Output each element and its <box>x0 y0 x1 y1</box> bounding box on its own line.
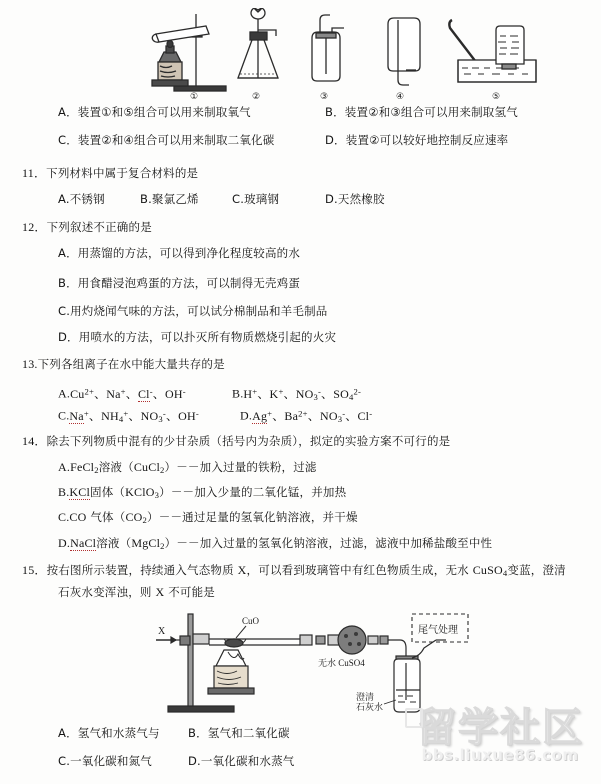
q12-option-d: D．用喷水的方法，可以扑灭所有物质燃烧引起的火灾 <box>58 330 337 344</box>
apparatus-3-wash-bottle <box>312 15 344 81</box>
q12-option-c: C.用灼烧闻气味的方法，可以试分棉制品和羊毛制品 <box>58 304 328 318</box>
q13-option-c-ions: Na+、$NH_4^+$、$NO_3^-$、OH- <box>69 408 199 424</box>
q12-number: 12． <box>22 220 47 234</box>
q15-option-b: B．氢气和二氧化碳 <box>188 726 290 740</box>
q14-stem-text: 除去下列物质中混有的少甘杂质（括号内为杂质），拟定的实验方案不可行的是 <box>46 434 451 448</box>
q15-stem-line1: 15．按右图所示装置，持续通入气态物质 X，可以看到玻璃管中有红色物质生成，无水 CuSO$_4$变蓝，澄清 <box>22 563 566 579</box>
q13-option-d-label: D. <box>240 408 253 423</box>
q12-option-a: A．用蒸馏的方法，可以得到净化程度较高的水 <box>58 246 301 260</box>
q13-number: 13. <box>22 357 38 371</box>
q15-option-a: A．氢气和水蒸气与 <box>58 726 160 740</box>
q13-stem <box>22 357 225 371</box>
q14-option-c: C.CO 气体$(CO_2)--$通过足量的氢氧化钠溶液，并干燥 <box>58 510 358 526</box>
apparatus-caption-1: ① <box>190 92 199 100</box>
q14-option-d: D.NaCl溶液（MgCl$_2$）－－加入过量的氢氧化钠溶液，过滤，滤液中加稀盐酸至中性 <box>58 536 493 552</box>
q10-option-c: C．装置②和④组合可以用来制取二氧化碳 <box>58 133 275 147</box>
q13-option-b-ions: H+、K+、$NO_3^-$、$SO_4^{2-}$ <box>243 386 362 402</box>
apparatus-5-water-trough <box>449 20 536 82</box>
q11-option-d: D.天然橡胶 <box>325 192 385 206</box>
apparatus-caption-3: ③ <box>320 92 329 100</box>
q15-stem-line2: 石灰水变浑浊，则 X 不可能是 <box>58 585 215 599</box>
q10-option-a: A．装置①和⑤组合可以用来制取氧气 <box>58 105 251 119</box>
q12-stem-text: 下列叙述不正确的是 <box>46 220 152 234</box>
apparatus-1-test-tube-stand <box>152 14 226 91</box>
q11-stem <box>22 166 198 180</box>
q13-option-a-ions: $Cu^{2+}$、Na+、Cl-、OH- <box>70 386 186 401</box>
figure-label-exhaust: 尾气处理 <box>418 625 458 636</box>
q14-option-b: B.KCl固体（KClO$_3$）－－加入少量的二氧化锰，并加热 <box>58 485 347 501</box>
q13-option-b-label: B. <box>232 386 244 401</box>
q11-option-c: C.玻璃钢 <box>232 192 280 206</box>
q10-option-d: D．装置②可以较好地控制反应速率 <box>325 133 509 147</box>
apparatus-caption-2: ② <box>252 92 261 100</box>
q12-stem <box>22 220 152 234</box>
experiment-figure-bottom <box>150 600 470 718</box>
q15-number: 15． <box>22 563 47 577</box>
apparatus-caption-5: ⑤ <box>492 92 501 100</box>
q13-option-d <box>240 406 372 426</box>
watermark-site-url: bbs.liuxue86.com <box>421 746 579 764</box>
figure-label-drying-agent: 无水 CuSO4 <box>318 658 365 668</box>
q14-stem <box>22 434 450 448</box>
q13-option-b <box>232 384 361 404</box>
q13-stem-text: 下列各组离子在水中能大量共存的是 <box>37 357 225 371</box>
q14-number: 14． <box>22 434 47 448</box>
apparatus-2-conical-flask <box>238 8 278 78</box>
q11-stem-text: 下列材料中属于复合材料的是 <box>46 166 199 180</box>
apparatus-figure-top <box>140 8 560 100</box>
q11-option-a: A.不锈钢 <box>58 192 105 206</box>
apparatus-4-inverted-bottle <box>388 18 420 85</box>
q15-option-d: D.一氧化碳和水蒸气 <box>188 754 295 768</box>
q14-option-a: A.FeCl$_2$溶液（CuCl$_2$）－－加入过量的铁粉，过滤 <box>58 460 317 476</box>
figure-label-wash-bottle-2: 石灰水 <box>356 703 384 713</box>
q13-option-d-ions: Ag+、$Ba^{2+}$、$NO_3^-$、Cl- <box>252 408 373 424</box>
apparatus-caption-4: ④ <box>396 92 405 100</box>
figure-label-tube-solid: CuO <box>242 616 260 626</box>
q12-option-b: B．用食醋浸泡鸡蛋的方法，可以制得无壳鸡蛋 <box>58 276 301 290</box>
q13-option-c-label: C. <box>58 408 70 423</box>
q15-option-c: C.一氧化碳和氮气 <box>58 754 152 768</box>
q10-option-b: B．装置②和③组合可以用来制取氢气 <box>325 105 518 119</box>
q13-option-a <box>58 384 186 401</box>
q13-option-c <box>58 406 199 426</box>
q11-option-b: B.聚氯乙烯 <box>140 192 199 206</box>
watermark-site-name: 留学社区 <box>416 705 584 751</box>
q11-number: 11． <box>22 166 47 180</box>
figure-label-inlet: X <box>158 626 166 637</box>
q13-option-a-label: A. <box>58 386 71 401</box>
figure-label-wash-bottle-1: 澄清 <box>356 693 375 703</box>
